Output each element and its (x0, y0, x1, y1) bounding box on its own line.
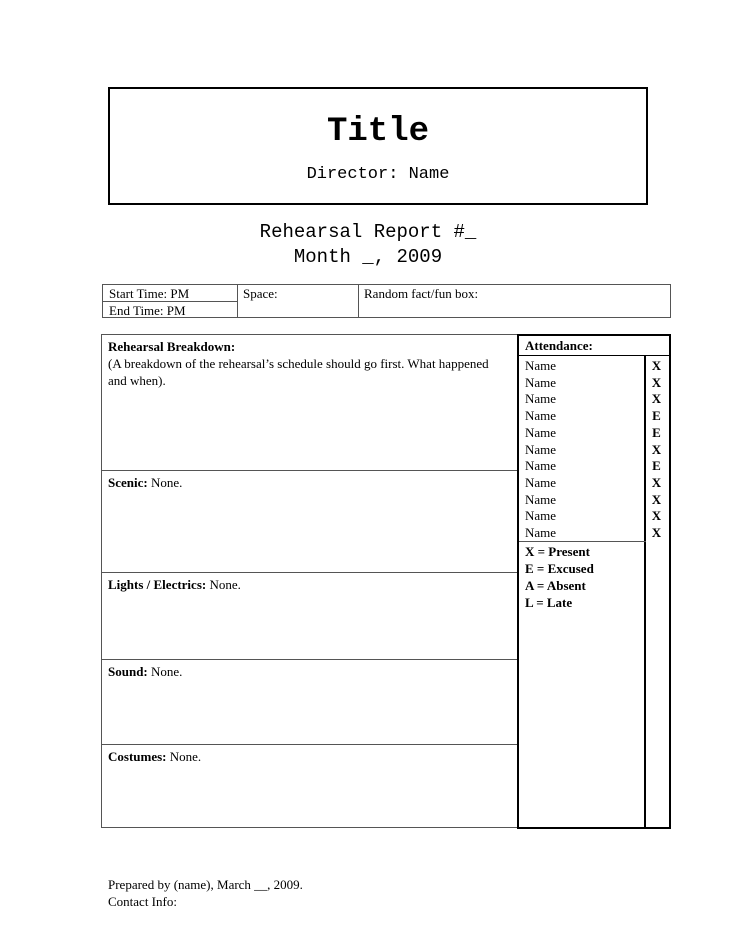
director-line: Director: Name (306, 165, 450, 184)
breakdown-label: Rehearsal Breakdown: (108, 339, 236, 354)
sound-label: Sound: (108, 664, 148, 679)
attendance-legend (525, 543, 594, 611)
attendance-names (525, 358, 643, 542)
attendance-box (517, 334, 671, 829)
attendance-mark: E (652, 458, 661, 474)
attendance-name: Name (525, 358, 557, 373)
document-title: Title (326, 113, 430, 151)
legend-item: E = Excused (525, 561, 594, 576)
attendance-marks (644, 358, 669, 542)
info-table (102, 284, 671, 318)
end-time: End Time: PM (109, 303, 186, 318)
lights-text: None. (206, 577, 241, 592)
costumes-label: Costumes: (108, 749, 167, 764)
attendance-name: Name (525, 525, 557, 541)
footer (108, 876, 303, 910)
attendance-name: Name (525, 374, 557, 390)
space-label: Space: (243, 286, 278, 301)
sound-section (102, 659, 518, 744)
fun-box-cell (358, 285, 670, 317)
costumes-text: None. (166, 749, 202, 764)
legend-item: L = Late (525, 595, 573, 610)
title-box (108, 87, 648, 205)
attendance-mark: X (651, 391, 662, 407)
start-time: Start Time: PM (109, 286, 190, 301)
sound-text: None. (147, 664, 183, 679)
attendance-name: Name (525, 441, 557, 457)
scenic-label: Scenic: (108, 475, 148, 490)
attendance-mark: X (651, 358, 662, 373)
fun-box-label: Random fact/fun box: (364, 286, 479, 301)
attendance-header: Attendance: (519, 336, 669, 356)
attendance-name: Name (525, 458, 557, 474)
report-date: Month _, 2009 (293, 246, 443, 268)
space-cell (237, 285, 359, 317)
report-sections (101, 334, 518, 828)
costumes-section (102, 744, 518, 828)
legend-divider (519, 541, 646, 542)
attendance-name: Name (525, 474, 557, 490)
attendance-name: Name (525, 424, 557, 440)
attendance-mark: X (651, 374, 662, 390)
contact-info: Contact Info: (108, 894, 177, 909)
scenic-text: None. (147, 475, 183, 490)
legend-item: X = Present (525, 544, 590, 559)
attendance-name: Name (525, 508, 557, 524)
attendance-mark: E (652, 408, 661, 424)
attendance-mark: E (652, 424, 661, 440)
time-cell (103, 285, 238, 317)
lights-label: Lights / Electrics: (108, 577, 207, 592)
attendance-mark: X (651, 508, 662, 524)
time-divider (103, 301, 237, 302)
attendance-name: Name (525, 491, 557, 507)
attendance-mark: X (651, 491, 662, 507)
attendance-name: Name (525, 408, 557, 424)
breakdown-text: (A breakdown of the rehearsal’s schedule should go first. What happened and when). (108, 356, 489, 388)
prepared-by: Prepared by (name), March __, 2009. (108, 877, 303, 892)
attendance-mark: X (651, 474, 662, 490)
attendance-mark: X (651, 525, 662, 541)
breakdown-section (102, 335, 518, 470)
attendance-mark: X (651, 441, 662, 457)
report-number: Rehearsal Report #_ (259, 221, 477, 243)
attendance-name: Name (525, 391, 557, 407)
legend-item: A = Absent (525, 578, 586, 593)
scenic-section (102, 470, 518, 572)
lights-section (102, 572, 518, 659)
